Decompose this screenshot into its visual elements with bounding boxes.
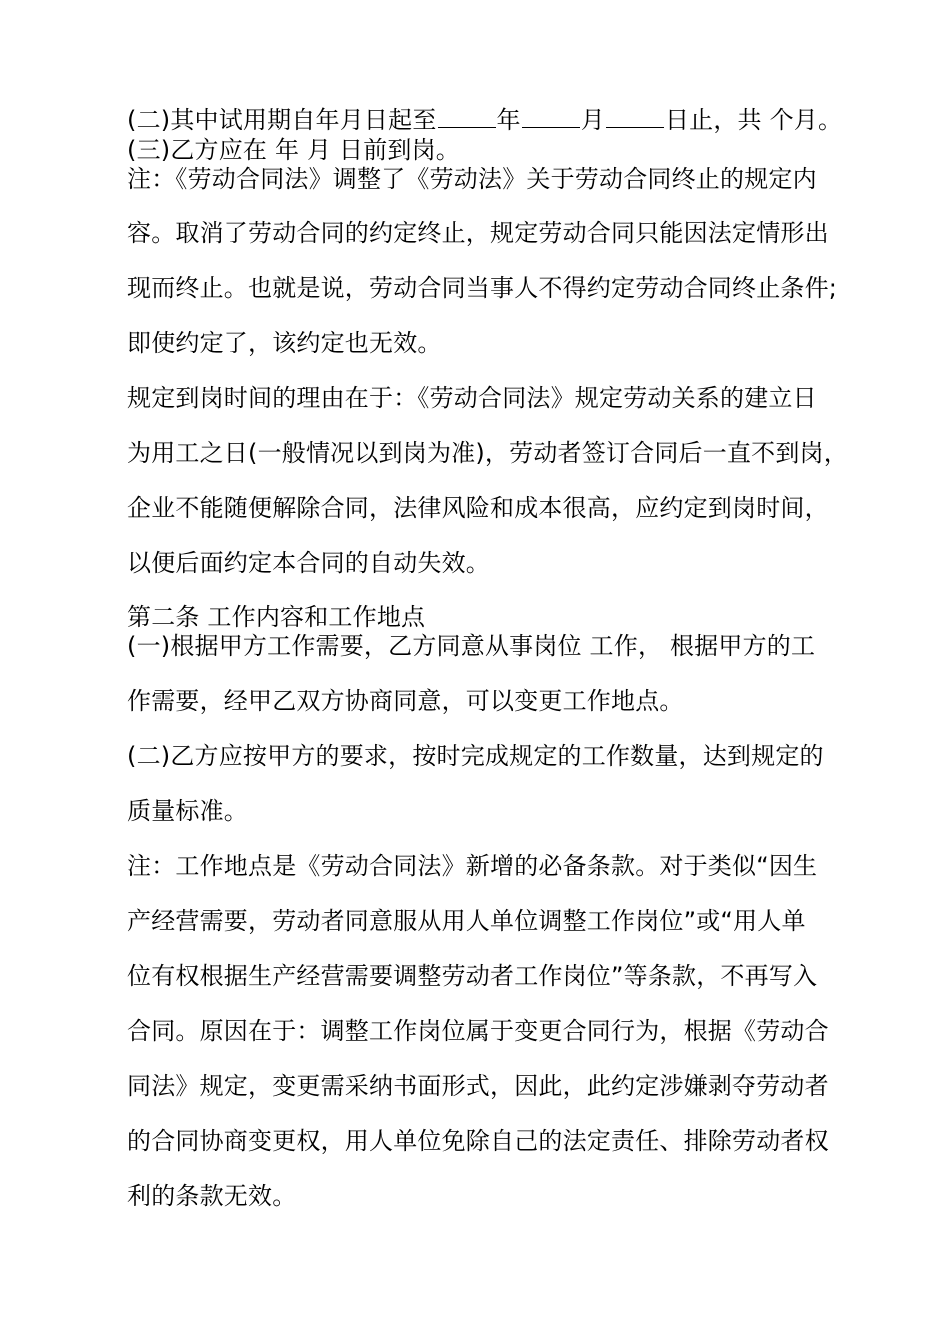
year-blank xyxy=(438,107,496,128)
reason-paragraph-line: 以便后面约定本合同的自动失效。 xyxy=(127,549,490,577)
reason-paragraph-line: 为用工之日(一般情况以到岗为准)，劳动者签订合同后一直不到岗， xyxy=(127,439,848,467)
note-paragraph-line: 即使约定了，该约定也无效。 xyxy=(127,329,442,357)
note-paragraph-line: 容。取消了劳动合同的约定终止，规定劳动合同只能因法定情形出 xyxy=(127,219,829,247)
note-paragraph-line: 现而终止。也就是说，劳动合同当事人不得约定劳动合同终止条件; xyxy=(127,274,838,302)
clause-line: 质量标准。 xyxy=(127,797,248,825)
clause-line: (一)根据甲方工作需要，乙方同意从事岗位 工作， 根据甲方的工 xyxy=(127,632,816,660)
note-paragraph-line: 产经营需要，劳动者同意服从用人单位调整工作岗位”或“用人单 xyxy=(127,907,806,935)
clause-line: (二)乙方应按甲方的要求，按时完成规定的工作数量，达到规定的 xyxy=(127,742,824,770)
reason-paragraph-line: 规定到岗时间的理由在于：《劳动合同法》规定劳动关系的建立日 xyxy=(127,384,817,412)
probation-period-line xyxy=(127,106,842,134)
note-paragraph-line: 的合同协商变更权，用人单位免除自己的法定责任、排除劳动者权 xyxy=(127,1127,829,1155)
note-paragraph-line: 注：工作地点是《劳动合同法》新增的必备条款。对于类似“因生 xyxy=(127,852,818,880)
note-paragraph-line: 同法》规定，变更需采纳书面形式，因此，此约定涉嫌剥夺劳动者 xyxy=(127,1072,829,1100)
clause-line: 作需要，经甲乙双方协商同意，可以变更工作地点。 xyxy=(127,687,684,715)
report-date-line: (三)乙方应在 年 月 日前到岗。 xyxy=(127,136,461,164)
month-blank xyxy=(522,107,580,128)
note-paragraph-line: 位有权根据生产经营需要调整劳动者工作岗位”等条款，不再写入 xyxy=(127,962,818,990)
section-heading: 第二条 工作内容和工作地点 xyxy=(127,603,426,631)
year-label: 年 xyxy=(496,106,521,134)
month-label: 月 xyxy=(580,106,605,134)
note-paragraph-line: 合同。原因在于：调整工作岗位属于变更合同行为，根据《劳动合 xyxy=(127,1017,829,1045)
probation-text-start: (二)其中试用期自年月日起至 xyxy=(127,106,437,134)
day-blank xyxy=(606,107,664,128)
note-paragraph-line: 注：《劳动合同法》调整了《劳动法》关于劳动合同终止的规定内 xyxy=(127,165,817,193)
note-paragraph-line: 利的条款无效。 xyxy=(127,1182,297,1210)
probation-text-end: 日止，共 个月。 xyxy=(664,106,843,134)
reason-paragraph-line: 企业不能随便解除合同，法律风险和成本很高，应约定到岗时间， xyxy=(127,494,829,522)
